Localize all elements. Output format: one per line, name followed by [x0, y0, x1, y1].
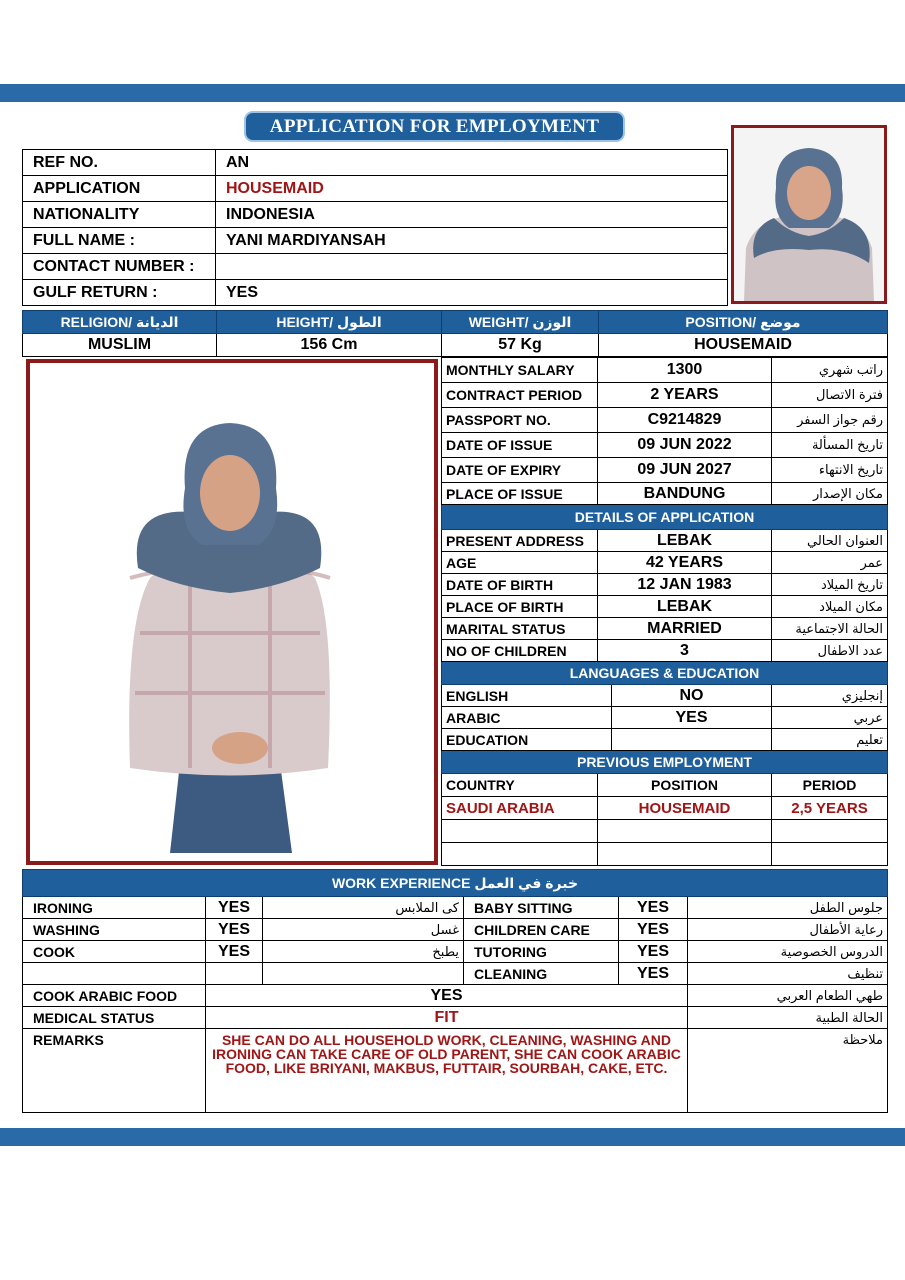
detail-value: 3	[598, 640, 772, 662]
medical-label-arabic: الحالة الطبية	[688, 1007, 888, 1029]
skill-label-arabic: تنظيف	[688, 963, 888, 985]
detail-value: BANDUNG	[598, 483, 772, 505]
language-value: NO	[612, 685, 772, 707]
work-row	[23, 897, 888, 919]
language-row	[442, 729, 888, 751]
detail-label-arabic: تاريخ الانتهاء	[772, 458, 888, 483]
remarks-value: SHE CAN DO ALL HOUSEHOLD WORK, CLEANING, WASHING AND IRONING CAN TAKE CARE OF OLD PARENT, SHE CAN COOK ARABIC FOOD, LIKE BRIYANI, MAKBUS, FUTTAIR, SOURBAH, CAKE, ETC.	[206, 1029, 688, 1113]
skill-value	[206, 963, 263, 985]
contract-row	[442, 408, 888, 433]
physical-value-row	[23, 334, 888, 357]
detail-label: DATE OF BIRTH	[442, 574, 598, 596]
contract-row	[442, 458, 888, 483]
contract-row	[442, 483, 888, 505]
detail-label: MONTHLY SALARY	[442, 358, 598, 383]
detail-value: 12 JAN 1983	[598, 574, 772, 596]
language-label-arabic: تعليم	[772, 729, 888, 751]
detail-label: NO OF CHILDREN	[442, 640, 598, 662]
info-label: NATIONALITY	[23, 202, 216, 228]
skill-label-arabic	[263, 963, 464, 985]
info-row-nationality	[23, 202, 728, 228]
language-row	[442, 707, 888, 729]
language-label-arabic: عربي	[772, 707, 888, 729]
section-header-previous: PREVIOUS EMPLOYMENT	[442, 751, 888, 774]
detail-label-arabic: عدد الاطفال	[772, 640, 888, 662]
detail-label-arabic: الحالة الاجتماعية	[772, 618, 888, 640]
detail-label: PRESENT ADDRESS	[442, 530, 598, 552]
skill-label: IRONING	[23, 897, 206, 919]
cook-arabic-label: COOK ARABIC FOOD	[23, 985, 206, 1007]
skill-label: COOK	[23, 941, 206, 963]
person-illustration	[734, 128, 884, 301]
skill-value: YES	[619, 919, 688, 941]
contract-row	[442, 383, 888, 408]
remarks-row	[23, 1029, 888, 1113]
language-label: ENGLISH	[442, 685, 612, 707]
cook-arabic-label-arabic: طهي الطعام العربي	[688, 985, 888, 1007]
skill-label-arabic: يطبخ	[263, 941, 464, 963]
detail-label: PLACE OF ISSUE	[442, 483, 598, 505]
detail-label-arabic: مكان الميلاد	[772, 596, 888, 618]
info-row-gulf-return	[23, 280, 728, 306]
info-label: FULL NAME :	[23, 228, 216, 254]
page-title: APPLICATION FOR EMPLOYMENT	[244, 111, 625, 142]
language-label: EDUCATION	[442, 729, 612, 751]
details-table	[441, 357, 888, 866]
physical-header-row	[23, 311, 888, 334]
info-row-fullname	[23, 228, 728, 254]
detail-label: DATE OF ISSUE	[442, 433, 598, 458]
bottom-band	[0, 1128, 905, 1146]
details-row	[442, 552, 888, 574]
skill-label-arabic: غسل	[263, 919, 464, 941]
skill-label: BABY SITTING	[464, 897, 619, 919]
skill-value: YES	[619, 963, 688, 985]
height-header: HEIGHT/ الطول	[217, 311, 442, 334]
skill-label-arabic: رعاية الأطفال	[688, 919, 888, 941]
detail-label: DATE OF EXPIRY	[442, 458, 598, 483]
previous-country: SAUDI ARABIA	[442, 797, 598, 820]
detail-label: MARITAL STATUS	[442, 618, 598, 640]
work-row	[23, 963, 888, 985]
details-row	[442, 574, 888, 596]
skill-label-arabic: جلوس الطفل	[688, 897, 888, 919]
detail-value: MARRIED	[598, 618, 772, 640]
info-value: HOUSEMAID	[216, 176, 728, 202]
skill-label-arabic: الدروس الخصوصية	[688, 941, 888, 963]
previous-header-row	[442, 774, 888, 797]
detail-label: CONTRACT PERIOD	[442, 383, 598, 408]
detail-label: PLACE OF BIRTH	[442, 596, 598, 618]
person-illustration	[30, 363, 434, 861]
info-row-application	[23, 176, 728, 202]
height-value: 156 Cm	[217, 334, 442, 357]
skill-label: CHILDREN CARE	[464, 919, 619, 941]
top-band	[0, 84, 905, 102]
skill-label	[23, 963, 206, 985]
details-row	[442, 530, 888, 552]
info-label: CONTACT NUMBER :	[23, 254, 216, 280]
language-value: YES	[612, 707, 772, 729]
detail-label-arabic: العنوان الحالي	[772, 530, 888, 552]
weight-value: 57 Kg	[442, 334, 599, 357]
detail-label: AGE	[442, 552, 598, 574]
work-row	[23, 941, 888, 963]
medical-label: MEDICAL STATUS	[23, 1007, 206, 1029]
previous-header-country: COUNTRY	[442, 774, 598, 797]
detail-value: 42 YEARS	[598, 552, 772, 574]
religion-value: MUSLIM	[23, 334, 217, 357]
previous-row-empty	[442, 820, 888, 843]
contract-row	[442, 433, 888, 458]
cook-arabic-row	[23, 985, 888, 1007]
info-row-contact	[23, 254, 728, 280]
info-label: APPLICATION	[23, 176, 216, 202]
remarks-label: REMARKS	[23, 1029, 206, 1113]
detail-label-arabic: راتب شهري	[772, 358, 888, 383]
info-table	[22, 149, 728, 306]
previous-header-position: POSITION	[598, 774, 772, 797]
detail-value: 09 JUN 2027	[598, 458, 772, 483]
section-header-work: WORK EXPERIENCE خبرة في العمل	[23, 870, 888, 897]
info-row-ref	[23, 150, 728, 176]
section-header-details: DETAILS OF APPLICATION	[442, 505, 888, 530]
skill-value: YES	[206, 941, 263, 963]
details-row	[442, 618, 888, 640]
info-value: INDONESIA	[216, 202, 728, 228]
work-row	[23, 919, 888, 941]
previous-row	[442, 797, 888, 820]
detail-label: PASSPORT NO.	[442, 408, 598, 433]
work-experience-table	[22, 869, 888, 1113]
detail-value: 2 YEARS	[598, 383, 772, 408]
info-label: REF NO.	[23, 150, 216, 176]
detail-value: LEBAK	[598, 596, 772, 618]
info-value	[216, 254, 728, 280]
remarks-label-arabic: ملاحظة	[688, 1029, 888, 1113]
language-label-arabic: إنجليزي	[772, 685, 888, 707]
info-label: GULF RETURN :	[23, 280, 216, 306]
detail-label-arabic: تاريخ الميلاد	[772, 574, 888, 596]
skill-label: WASHING	[23, 919, 206, 941]
applicant-photo-large	[26, 359, 438, 865]
skill-label-arabic: كى الملابس	[263, 897, 464, 919]
skill-value: YES	[619, 897, 688, 919]
skill-label: CLEANING	[464, 963, 619, 985]
physical-info-table	[22, 310, 888, 357]
weight-header: WEIGHT/ الوزن	[442, 311, 599, 334]
detail-value: C9214829	[598, 408, 772, 433]
medical-value: FIT	[206, 1007, 688, 1029]
skill-value: YES	[206, 897, 263, 919]
skill-value: YES	[619, 941, 688, 963]
detail-label-arabic: عمر	[772, 552, 888, 574]
previous-position: HOUSEMAID	[598, 797, 772, 820]
detail-label-arabic: فترة الاتصال	[772, 383, 888, 408]
skill-label: TUTORING	[464, 941, 619, 963]
language-value	[612, 729, 772, 751]
language-row	[442, 685, 888, 707]
detail-label-arabic: تاريخ المسألة	[772, 433, 888, 458]
info-value: YANI MARDIYANSAH	[216, 228, 728, 254]
info-value: AN	[216, 150, 728, 176]
previous-row-empty	[442, 843, 888, 866]
position-header: POSITION/ موضع	[599, 311, 888, 334]
info-value: YES	[216, 280, 728, 306]
detail-value: 09 JUN 2022	[598, 433, 772, 458]
religion-header: RELIGION/ الديانة	[23, 311, 217, 334]
details-row	[442, 640, 888, 662]
detail-value: LEBAK	[598, 530, 772, 552]
applicant-photo-small	[731, 125, 887, 304]
section-header-languages: LANGUAGES & EDUCATION	[442, 662, 888, 685]
previous-period: 2,5 YEARS	[772, 797, 888, 820]
contract-row	[442, 358, 888, 383]
cook-arabic-value: YES	[206, 985, 688, 1007]
medical-row	[23, 1007, 888, 1029]
details-row	[442, 596, 888, 618]
skill-value: YES	[206, 919, 263, 941]
detail-label-arabic: رقم جواز السفر	[772, 408, 888, 433]
language-label: ARABIC	[442, 707, 612, 729]
detail-label-arabic: مكان الإصدار	[772, 483, 888, 505]
detail-value: 1300	[598, 358, 772, 383]
position-value: HOUSEMAID	[599, 334, 888, 357]
previous-header-period: PERIOD	[772, 774, 888, 797]
